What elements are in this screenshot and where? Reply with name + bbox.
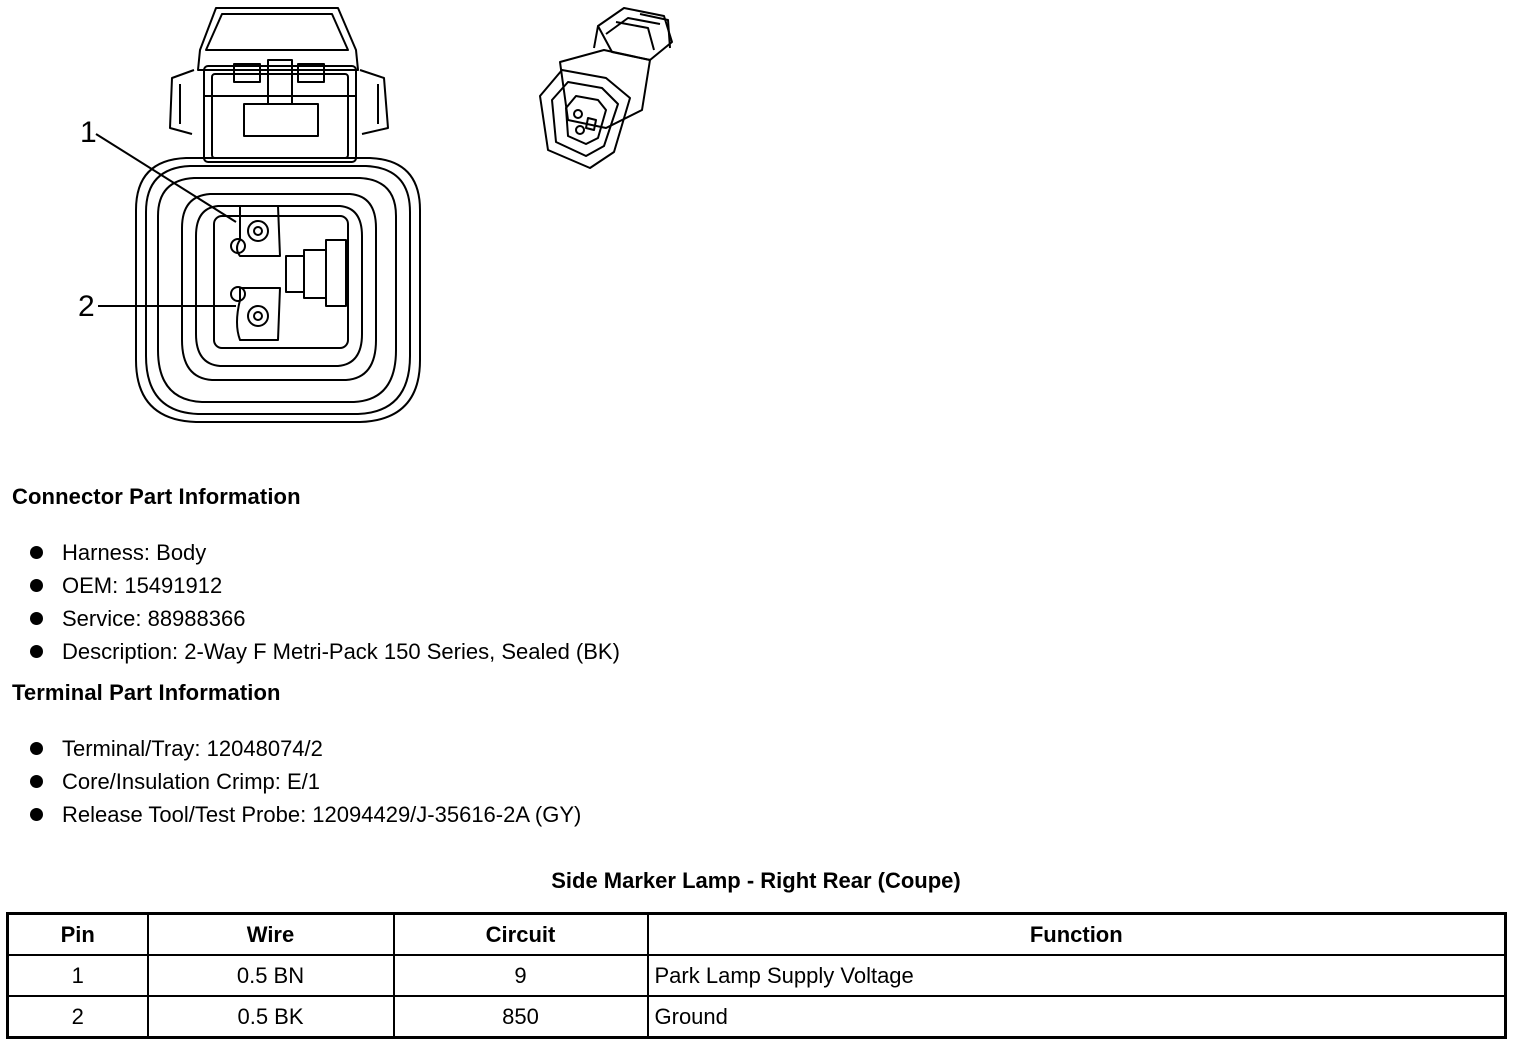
bullet-icon bbox=[30, 546, 43, 559]
cell-wire: 0.5 BK bbox=[148, 996, 394, 1038]
connector-info-heading: Connector Part Information bbox=[12, 484, 301, 509]
terminal-info-list bbox=[28, 732, 581, 831]
list-item: Description: 2-Way F Metri-Pack 150 Series, Sealed (BK) bbox=[28, 635, 620, 668]
list-item: Release Tool/Test Probe: 12094429/J-35616-2A (GY) bbox=[28, 798, 581, 831]
list-item: Core/Insulation Crimp: E/1 bbox=[28, 765, 581, 798]
cell-function: Ground bbox=[648, 996, 1506, 1038]
cell-circuit: 9 bbox=[394, 955, 648, 996]
pinout-table bbox=[6, 912, 1507, 1039]
pin-2-label: 2 bbox=[78, 290, 95, 323]
table-row bbox=[8, 955, 1506, 996]
cell-pin: 1 bbox=[8, 955, 148, 996]
bullet-icon bbox=[30, 775, 43, 788]
connector-body bbox=[136, 158, 420, 422]
terminal-info-heading: Terminal Part Information bbox=[12, 680, 281, 705]
list-item: OEM: 15491912 bbox=[28, 569, 620, 602]
connector-key bbox=[286, 256, 304, 292]
cell-pin: 2 bbox=[8, 996, 148, 1038]
table-title: Side Marker Lamp - Right Rear (Coupe) bbox=[551, 868, 961, 893]
list-item: Terminal/Tray: 12048074/2 bbox=[28, 732, 581, 765]
table-row bbox=[8, 996, 1506, 1038]
bullet-icon bbox=[30, 612, 43, 625]
column-header-function: Function bbox=[648, 914, 1506, 956]
bullet-icon bbox=[30, 808, 43, 821]
bullet-icon bbox=[30, 579, 43, 592]
cell-function: Park Lamp Supply Voltage bbox=[648, 955, 1506, 996]
table-header-row bbox=[8, 914, 1506, 956]
cell-circuit: 850 bbox=[394, 996, 648, 1038]
pin-1-label: 1 bbox=[80, 116, 97, 149]
bullet-icon bbox=[30, 645, 43, 658]
connector-isometric-view bbox=[540, 8, 672, 168]
list-item: Harness: Body bbox=[28, 536, 620, 569]
list-item: Service: 88988366 bbox=[28, 602, 620, 635]
terminal-1 bbox=[231, 206, 280, 256]
column-header-circuit: Circuit bbox=[394, 914, 648, 956]
connector-diagram bbox=[0, 0, 700, 440]
connector-info-list bbox=[28, 536, 620, 668]
column-header-wire: Wire bbox=[148, 914, 394, 956]
terminal-2 bbox=[231, 287, 280, 340]
bullet-icon bbox=[30, 742, 43, 755]
cell-wire: 0.5 BN bbox=[148, 955, 394, 996]
column-header-pin: Pin bbox=[8, 914, 148, 956]
